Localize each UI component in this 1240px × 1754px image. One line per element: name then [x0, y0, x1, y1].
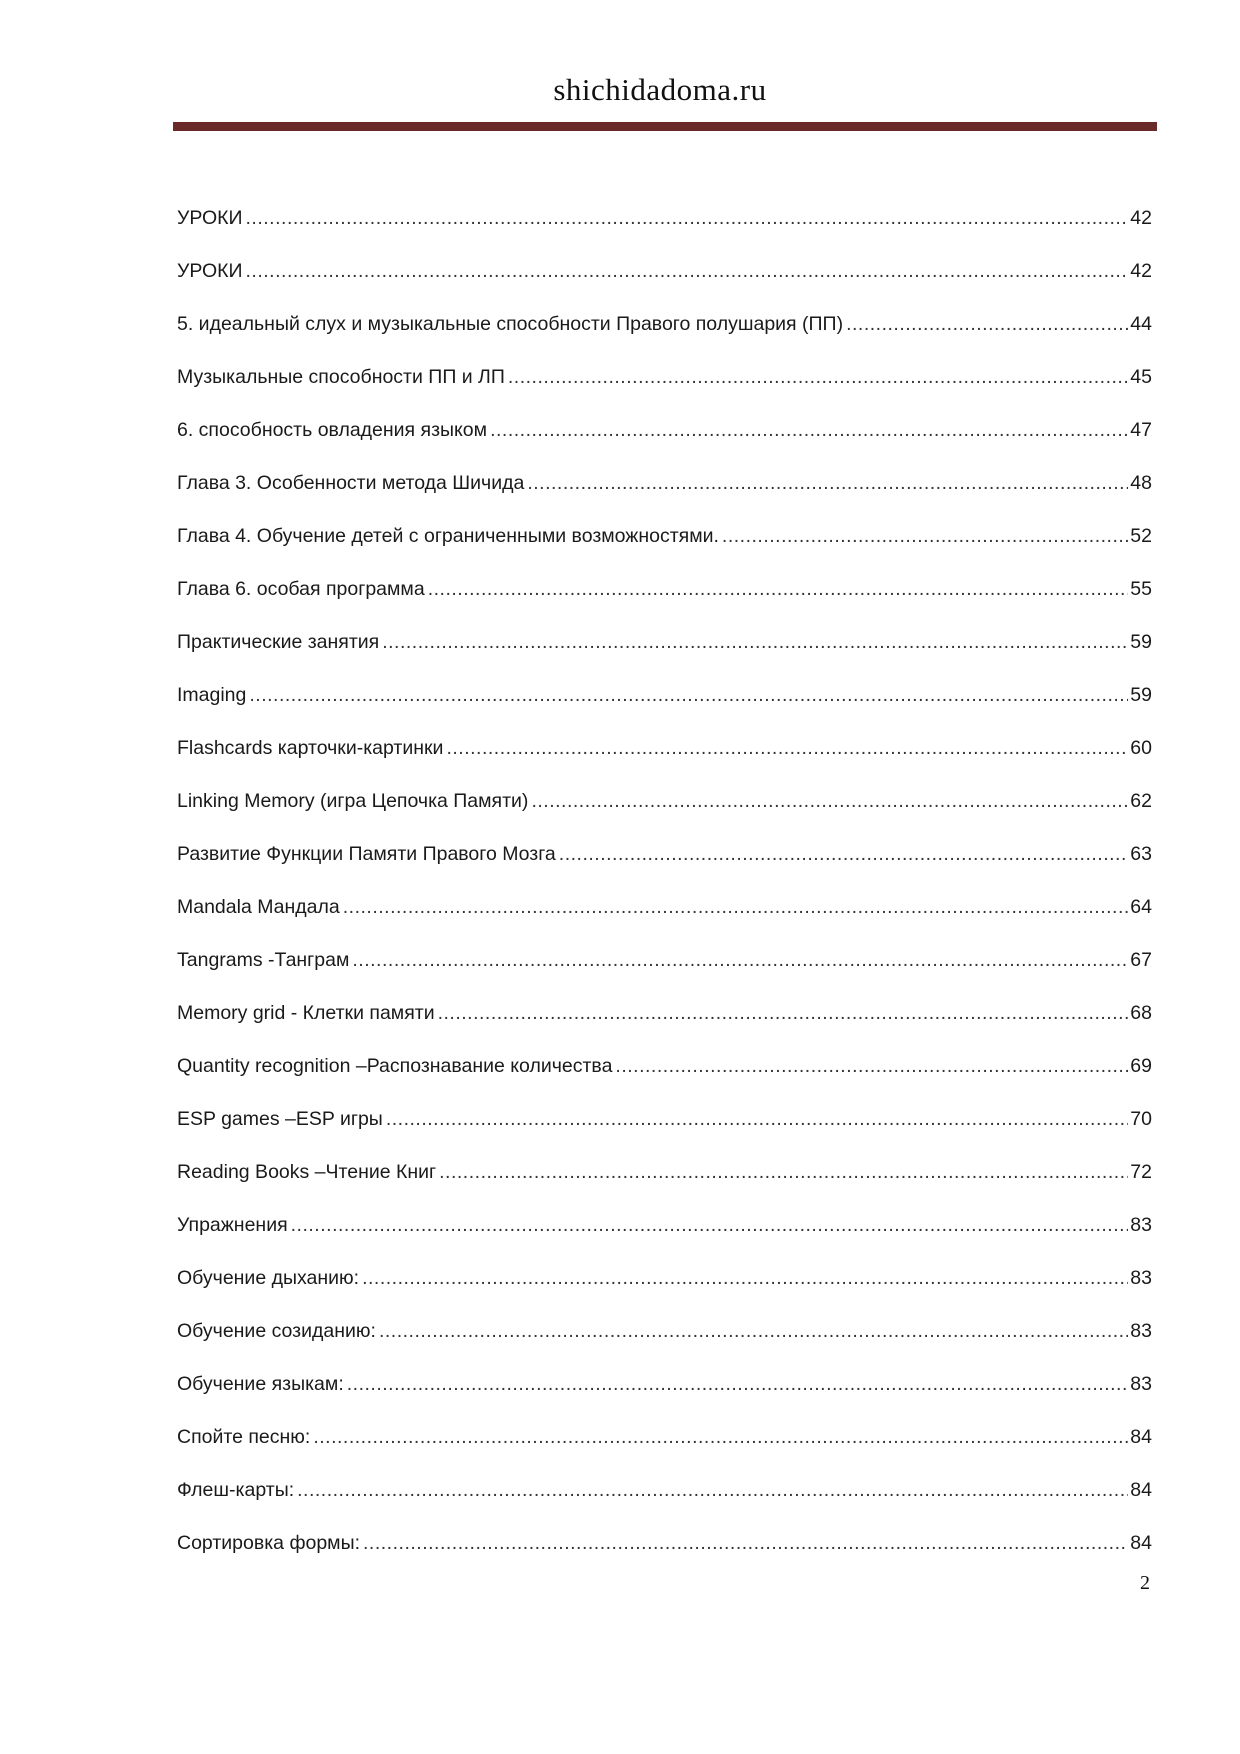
- toc-entry-page: 59: [1130, 684, 1152, 706]
- toc-entry[interactable]: [177, 575, 1152, 628]
- toc-entry-label: Глава 3. Особенности метода Шичида: [177, 472, 525, 494]
- toc-entry-label: Flashcards карточки-картинки: [177, 737, 444, 759]
- toc-entry-page: 84: [1130, 1426, 1152, 1448]
- toc-entry-page: 64: [1130, 896, 1152, 918]
- toc-entry-label: Обучение дыханию:: [177, 1267, 360, 1289]
- toc-leader-dots: [382, 628, 1128, 656]
- toc-entry-label: Практические занятия: [177, 631, 380, 653]
- toc-leader-dots: [722, 522, 1128, 550]
- toc-entry[interactable]: [177, 787, 1152, 840]
- toc-entry-label: 6. способность овладения языком: [177, 419, 488, 441]
- toc-entry-label: Imaging: [177, 684, 247, 706]
- toc-leader-dots: [352, 946, 1128, 974]
- toc-entry-label: 5. идеальный слух и музыкальные способности Правого полушария (ПП): [177, 313, 844, 335]
- toc-entry[interactable]: [177, 1370, 1152, 1423]
- toc-entry[interactable]: [177, 681, 1152, 734]
- toc-entry-label: Развитие Функции Памяти Правого Мозга: [177, 843, 556, 865]
- toc-entry-page: 72: [1130, 1161, 1152, 1183]
- toc-entry-label: Quantity recognition –Распознавание количества: [177, 1055, 613, 1077]
- toc-entry-label: Tangrams -Танграм: [177, 949, 350, 971]
- toc-leader-dots: [343, 893, 1129, 921]
- toc-leader-dots: [363, 1529, 1128, 1557]
- toc-entry[interactable]: [177, 204, 1152, 257]
- toc-entry[interactable]: [177, 628, 1152, 681]
- toc-entry[interactable]: [177, 840, 1152, 893]
- toc-entry-label: Обучение языкам:: [177, 1373, 344, 1395]
- toc-entry-page: 59: [1130, 631, 1152, 653]
- toc-entry-page: 67: [1130, 949, 1152, 971]
- toc-leader-dots: [527, 469, 1128, 497]
- toc-leader-dots: [559, 840, 1129, 868]
- page-number: 2: [1140, 1572, 1150, 1594]
- toc-entry-label: Спойте песню:: [177, 1426, 311, 1448]
- toc-leader-dots: [249, 681, 1128, 709]
- toc-leader-dots: [428, 575, 1129, 603]
- toc-entry-page: 42: [1130, 260, 1152, 282]
- toc-entry-page: 48: [1130, 472, 1152, 494]
- toc-entry[interactable]: [177, 310, 1152, 363]
- toc-entry[interactable]: [177, 1476, 1152, 1529]
- toc-entry[interactable]: [177, 1423, 1152, 1476]
- toc-entry-label: Глава 6. особая программа: [177, 578, 425, 600]
- toc-entry-page: 83: [1130, 1267, 1152, 1289]
- toc-entry-page: 55: [1130, 578, 1152, 600]
- toc-entry-label: Mandala Мандала: [177, 896, 340, 918]
- toc-leader-dots: [490, 416, 1128, 444]
- toc-entry-label: УРОКИ: [177, 207, 243, 229]
- toc-entry[interactable]: [177, 999, 1152, 1052]
- toc-leader-dots: [846, 310, 1128, 338]
- toc-entry[interactable]: [177, 1052, 1152, 1105]
- toc-leader-dots: [313, 1423, 1128, 1451]
- toc-leader-dots: [379, 1317, 1128, 1345]
- toc-leader-dots: [439, 1158, 1128, 1186]
- toc-entry[interactable]: [177, 893, 1152, 946]
- toc-entry-label: Memory grid - Клетки памяти: [177, 1002, 435, 1024]
- toc-entry-label: Сортировка формы:: [177, 1532, 361, 1554]
- toc-entry[interactable]: [177, 1158, 1152, 1211]
- toc-entry-label: Глава 4. Обучение детей с ограниченными возможностями.: [177, 525, 719, 547]
- toc-entry[interactable]: [177, 1529, 1152, 1582]
- toc-entry-label: Linking Memory (игра Цепочка Памяти): [177, 790, 529, 812]
- toc-entry-label: Reading Books –Чтение Книг: [177, 1161, 437, 1183]
- toc-leader-dots: [446, 734, 1128, 762]
- toc-entry-page: 63: [1130, 843, 1152, 865]
- toc-entry-page: 47: [1130, 419, 1152, 441]
- table-of-contents: [177, 204, 1152, 1582]
- toc-entry-label: УРОКИ: [177, 260, 243, 282]
- toc-entry-page: 70: [1130, 1108, 1152, 1130]
- toc-leader-dots: [615, 1052, 1128, 1080]
- site-title: shichidadoma.ru: [553, 72, 767, 107]
- toc-entry[interactable]: [177, 416, 1152, 469]
- toc-entry-page: 60: [1130, 737, 1152, 759]
- toc-entry-page: 42: [1130, 207, 1152, 229]
- toc-entry[interactable]: [177, 734, 1152, 787]
- toc-leader-dots: [246, 204, 1129, 232]
- toc-leader-dots: [291, 1211, 1129, 1239]
- toc-entry[interactable]: [177, 1317, 1152, 1370]
- toc-entry-page: 45: [1130, 366, 1152, 388]
- toc-entry[interactable]: [177, 1211, 1152, 1264]
- toc-leader-dots: [347, 1370, 1129, 1398]
- toc-entry[interactable]: [177, 946, 1152, 999]
- toc-entry-label: Флеш-карты:: [177, 1479, 295, 1501]
- toc-entry-page: 83: [1130, 1214, 1152, 1236]
- toc-entry[interactable]: [177, 363, 1152, 416]
- toc-leader-dots: [386, 1105, 1128, 1133]
- header-divider: [173, 122, 1157, 131]
- toc-entry-page: 68: [1130, 1002, 1152, 1024]
- toc-entry[interactable]: [177, 1105, 1152, 1158]
- toc-entry-label: Упражнения: [177, 1214, 288, 1236]
- toc-entry[interactable]: [177, 1264, 1152, 1317]
- toc-entry-page: 44: [1130, 313, 1152, 335]
- toc-leader-dots: [297, 1476, 1128, 1504]
- toc-leader-dots: [362, 1264, 1128, 1292]
- toc-entry[interactable]: [177, 469, 1152, 522]
- toc-leader-dots: [508, 363, 1128, 391]
- toc-entry-page: 62: [1130, 790, 1152, 812]
- toc-leader-dots: [246, 257, 1129, 285]
- toc-entry-label: Музыкальные способности ПП и ЛП: [177, 366, 505, 388]
- toc-entry-page: 84: [1130, 1532, 1152, 1554]
- toc-entry[interactable]: [177, 522, 1152, 575]
- toc-entry-label: ESP games –ESP игры: [177, 1108, 383, 1130]
- toc-entry[interactable]: [177, 257, 1152, 310]
- toc-entry-page: 52: [1130, 525, 1152, 547]
- toc-entry-page: 83: [1130, 1373, 1152, 1395]
- toc-entry-page: 84: [1130, 1479, 1152, 1501]
- toc-entry-page: 83: [1130, 1320, 1152, 1342]
- toc-entry-label: Обучение созиданию:: [177, 1320, 376, 1342]
- toc-leader-dots: [438, 999, 1129, 1027]
- toc-entry-page: 69: [1130, 1055, 1152, 1077]
- toc-leader-dots: [531, 787, 1128, 815]
